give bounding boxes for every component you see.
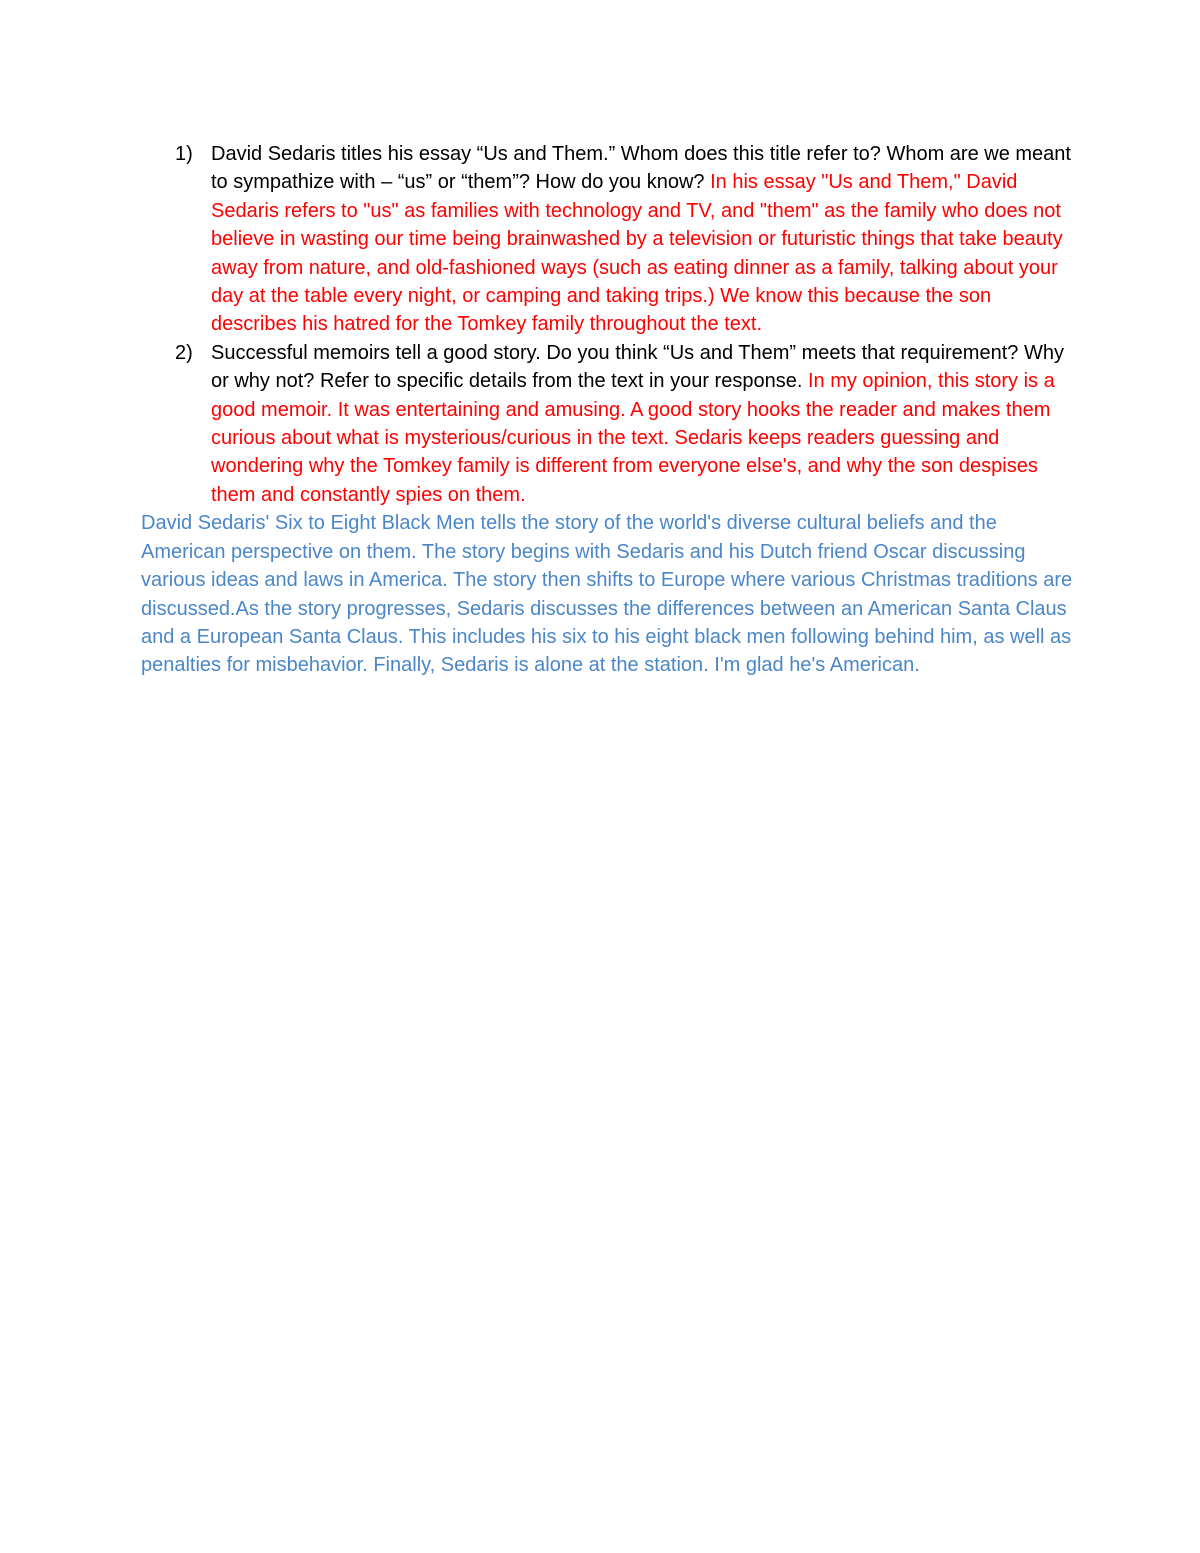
item-number: 1) xyxy=(175,143,193,165)
list-item xyxy=(141,339,1081,509)
list-item xyxy=(141,140,1081,339)
question-list xyxy=(141,140,1081,509)
question-text: David Sedaris titles his essay “Us and Them.” Whom does this title refer to? Whom are we meant to sympathize with – “us” or “them”? How do you know? xyxy=(211,143,1071,194)
document-body xyxy=(141,140,1081,680)
question-text: Successful memoirs tell a good story. Do you think “Us and Them” meets that requirement? Why or why not? Refer to specific details from the text in your response. xyxy=(211,341,1064,393)
answer-text: In my opinion, this story is a good memoir. It was entertaining and amusing. A good story hooks the reader and makes them curious about what is mysterious/curious in the text. Sedaris keeps readers guessing and wondering why the Tomkey family is different from everyone else's, and why the son despises them and constantly spies on them. xyxy=(211,370,1055,506)
summary-paragraph: David Sedaris' Six to Eight Black Men tells the story of the world's diverse cultural beliefs and the American perspective on them. The story begins with Sedaris and his Dutch friend Oscar discussing various ideas and laws in America. The story then shifts to Europe where various Christmas traditions are discussed.As the story progresses, Sedaris discusses the differences between an American Santa Claus and a European Santa Claus. This includes his six to his eight black men following behind him, as well as penalties for misbehavior. Finally, Sedaris is alone at the station. I'm glad he's American. xyxy=(141,512,1073,677)
answer-text: In his essay "Us and Them," David Sedaris refers to "us" as families with technology and TV, and "them" as the family who does not believe in wasting our time being brainwashed by a television or futuristic things that take beauty away from nature, and old-fashioned ways (such as eating dinner as a family, talking about your day at the table every night, or camping and taking trips.) We know this because the son describes his hatred for the Tomkey family throughout the text. xyxy=(211,171,1063,336)
item-number: 2) xyxy=(175,341,193,364)
